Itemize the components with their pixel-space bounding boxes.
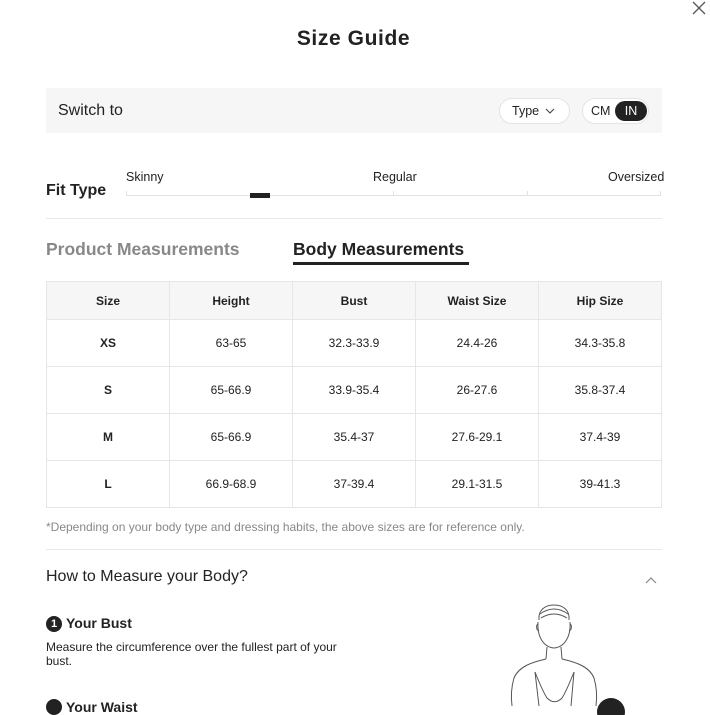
table-cell-size: XS bbox=[47, 320, 170, 367]
fit-type-label: Fit Type bbox=[46, 182, 107, 199]
how-to-measure-toggle[interactable]: How to Measure your Body? bbox=[46, 568, 248, 585]
unit-cm-option[interactable]: CM bbox=[591, 104, 611, 118]
unit-in-option[interactable]: IN bbox=[615, 101, 647, 121]
table-cell: 35.8-37.4 bbox=[539, 367, 662, 414]
body-measurement-figure bbox=[505, 602, 625, 706]
switch-bar bbox=[46, 88, 662, 133]
step-description-bust: Measure the circumference over the fullest part of your bust. bbox=[46, 640, 337, 668]
column-header-bust: Bust bbox=[293, 282, 416, 320]
fit-scale-tick bbox=[660, 191, 661, 196]
table-cell: 34.3-35.8 bbox=[539, 320, 662, 367]
collapse-button[interactable] bbox=[645, 571, 657, 589]
table-cell: 35.4-37 bbox=[293, 414, 416, 461]
divider bbox=[46, 549, 662, 550]
step-waist bbox=[46, 699, 166, 715]
table-cell-size: S bbox=[47, 367, 170, 414]
table-cell: 66.9-68.9 bbox=[170, 461, 293, 508]
table-row bbox=[47, 461, 662, 508]
footnote: *Depending on your body type and dressing habits, the above sizes are for reference only. bbox=[46, 520, 525, 534]
type-dropdown[interactable] bbox=[499, 98, 570, 124]
step-number-badge bbox=[46, 699, 62, 715]
fit-option-regular: Regular bbox=[373, 170, 417, 184]
chevron-up-icon bbox=[645, 576, 657, 584]
table-cell: 39-41.3 bbox=[539, 461, 662, 508]
table-cell-size: M bbox=[47, 414, 170, 461]
type-dropdown-label: Type bbox=[512, 104, 540, 118]
table-cell: 27.6-29.1 bbox=[416, 414, 539, 461]
tab-product-measurements[interactable]: Product Measurements bbox=[46, 239, 240, 259]
table-cell: 65-66.9 bbox=[170, 367, 293, 414]
step-title-waist: Your Waist bbox=[66, 699, 138, 715]
column-header-hip: Hip Size bbox=[539, 282, 662, 320]
table-row bbox=[47, 320, 662, 367]
fit-scale-marker bbox=[250, 193, 270, 198]
page-title: Size Guide bbox=[296, 27, 411, 50]
table-cell: 29.1-31.5 bbox=[416, 461, 539, 508]
step-number-badge: 1 bbox=[46, 616, 62, 632]
table-cell: 65-66.9 bbox=[170, 414, 293, 461]
fit-scale-tick bbox=[126, 191, 127, 196]
table-cell: 37-39.4 bbox=[293, 461, 416, 508]
close-icon bbox=[692, 1, 706, 15]
fit-scale-tick bbox=[527, 191, 528, 196]
column-header-waist: Waist Size bbox=[416, 282, 539, 320]
tab-body-measurements[interactable]: Body Measurements bbox=[293, 239, 465, 259]
table-row bbox=[47, 367, 662, 414]
table-cell: 32.3-33.9 bbox=[293, 320, 416, 367]
active-tab-indicator bbox=[293, 262, 469, 265]
fit-scale-tick bbox=[393, 191, 394, 196]
column-header-size: Size bbox=[47, 282, 170, 320]
divider bbox=[46, 218, 662, 219]
table-header-row bbox=[47, 282, 662, 320]
fit-option-skinny: Skinny bbox=[126, 170, 164, 184]
table-cell-size: L bbox=[47, 461, 170, 508]
table-cell: 26-27.6 bbox=[416, 367, 539, 414]
unit-toggle bbox=[582, 98, 649, 124]
fit-option-oversized: Oversized bbox=[608, 170, 665, 184]
table-cell: 37.4-39 bbox=[539, 414, 662, 461]
size-table bbox=[46, 281, 662, 508]
close-button[interactable] bbox=[692, 1, 710, 19]
table-cell: 33.9-35.4 bbox=[293, 367, 416, 414]
table-cell: 24.4-26 bbox=[416, 320, 539, 367]
switch-label: Switch to bbox=[58, 102, 123, 119]
column-header-height: Height bbox=[170, 282, 293, 320]
chevron-down-icon bbox=[545, 107, 555, 115]
table-row bbox=[47, 414, 662, 461]
step-title-bust: Your Bust bbox=[66, 615, 132, 631]
table-cell: 63-65 bbox=[170, 320, 293, 367]
